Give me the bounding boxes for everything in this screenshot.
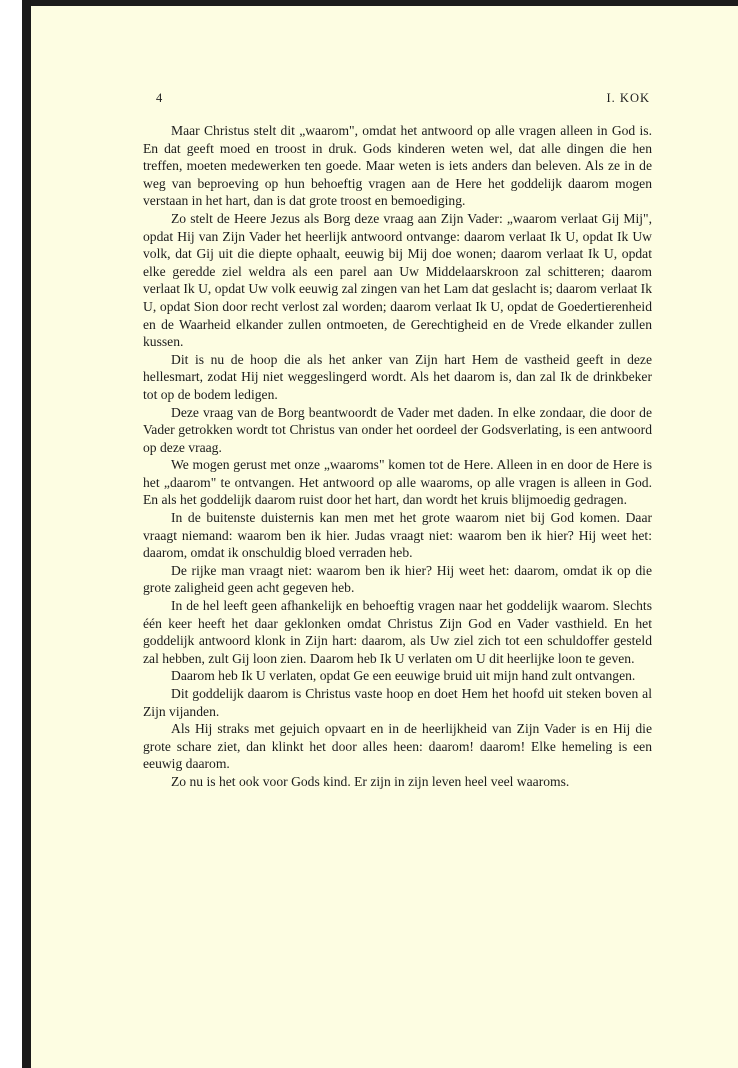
- body-text: [143, 122, 652, 791]
- paragraph: In de buitenste duisternis kan men met het grote waarom niet bij God komen. Daar vraagt niemand: waarom ben ik hier. Judas vraagt niet: waarom ben ik hier? Hij weet het: daarom, omdat ik onschuldig bloed verraden heb.: [143, 510, 652, 561]
- paragraph: De rijke man vraagt niet: waarom ben ik hier? Hij weet het: daarom, omdat ik op die grote zaligheid geen acht gegeven heb.: [143, 562, 652, 596]
- paragraph: We mogen gerust met onze „waaroms" komen tot de Here. Alleen in en door de Here is het „daarom" te ontvangen. Het antwoord op alle waaroms, op alle vragen is alleen in God. En als het goddelijk daarom ruist door het hart, dan wordt het kruis blijmoedig gedragen.: [143, 457, 652, 508]
- page-number: 4: [156, 91, 163, 105]
- running-head: I. KOK: [606, 91, 650, 105]
- scan-edge-left: [22, 0, 31, 1068]
- paragraph: Als Hij straks met gejuich opvaart en in de heerlijkheid van Zijn Vader is en Hij die grote schare ziet, dan klinkt het door alles heen: daarom! daarom! Elke hemeling is een eeuwig daarom.: [143, 721, 652, 772]
- paragraph: Deze vraag van de Borg beantwoordt de Vader met daden. In elke zondaar, die door de Vader getrokken wordt tot Christus van onder het oordeel der Godsverlating, is een antwoord op deze vraag.: [143, 404, 652, 455]
- paragraph: Zo stelt de Heere Jezus als Borg deze vraag aan Zijn Vader: „waarom verlaat Gij Mij", opdat Hij van Zijn Vader het heerlijk antwoord ontvange: daarom verlaat Ik U, opdat Ik Uw volk, dat Gij uit die diepte ophaalt, eeuwig bij Mij doe wonen; daarom verlaat Ik U, opdat elke geredde ziel weldra als een parel aan Uw Middelaarskroon zal schitteren; daarom verlaat Ik U, opdat Uw volk eeuwig zal zingen van het Lam dat geslacht is; daarom verlaat Ik U, opdat Sion door recht verlost zal worden; daarom verlaat Ik U, opdat de Goedertierenheid en de Waarheid elkander zullen ontmoeten, de Gerechtigheid en de Vrede elkander zullen kussen.: [143, 210, 652, 350]
- paragraph: Dit is nu de hoop die als het anker van Zijn hart Hem de vastheid geeft in deze hellesmart, zodat Hij niet weggeslingerd wordt. Als het daarom is, dan zal Ik de drinkbeker tot op de bodem ledigen.: [143, 351, 652, 402]
- paragraph: Dit goddelijk daarom is Christus vaste hoop en doet Hem het hoofd uit steken boven al Zijn vijanden.: [143, 686, 652, 719]
- paragraph: Daarom heb Ik U verlaten, opdat Ge een eeuwige bruid uit mijn hand zult ontvangen.: [171, 668, 636, 684]
- paragraph: In de hel leeft geen afhankelijk en behoeftig vragen naar het goddelijk waarom. Slechts één keer heeft het daar geklonken omdat Christus Zijn God en Vader vasthield. En het goddelijk antwoord klonk in Zijn hart: daarom, als Uw ziel zich tot een schuldoffer gesteld zal hebben, zult Gij loon zien. Daarom heb Ik U verlaten om U dit heerlijke loon te geven.: [143, 598, 652, 666]
- paragraph: Maar Christus stelt dit „waarom", omdat het antwoord op alle vragen alleen in God is. En dat geeft moed en troost in druk. Gods kinderen weten wel, dat alle dingen die hen treffen, moeten medewerken ten goede. Maar weten is iets anders dan beleven. Als ze in de weg van beproeving op hun behoeftig vragen aan de Here het goddelijk daarom mogen verstaan in het hart, dan is dat grote troost en bemoediging.: [143, 123, 652, 209]
- paragraph: Zo nu is het ook voor Gods kind. Er zijn in zijn leven heel veel waaroms.: [171, 773, 570, 789]
- page-header: [156, 91, 650, 109]
